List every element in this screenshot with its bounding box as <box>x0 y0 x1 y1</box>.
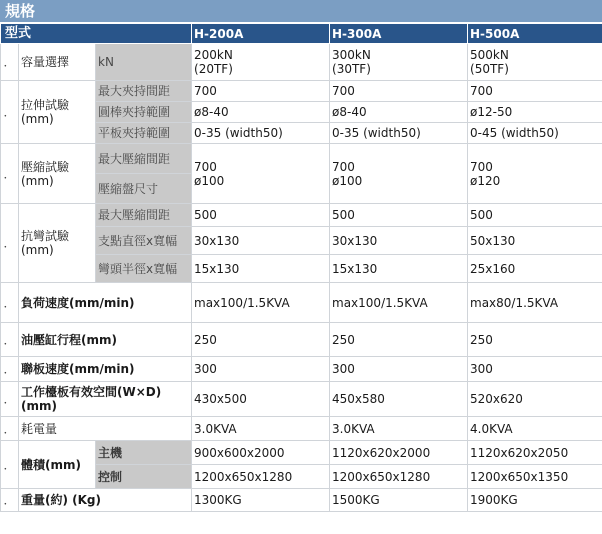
cell-value: 1500KG <box>330 489 468 512</box>
cell-value: 500 <box>330 204 468 227</box>
cell-value: 250 <box>468 323 602 357</box>
sub-label-compression-max-gap: 最大壓縮間距 <box>96 144 192 174</box>
cell-compression-h500a: 700 ø120 <box>468 144 602 204</box>
sub-label-tensile-max-gap: 最大夾持間距 <box>96 81 192 102</box>
row-bullet: ． <box>1 357 19 382</box>
row-bullet: ． <box>1 81 19 144</box>
row-bullet: ． <box>1 44 19 81</box>
sub-label-round-bar-range: 圓棒夾持範圍 <box>96 102 192 123</box>
cell-value: 1300KG <box>192 489 330 512</box>
table-row <box>1 283 602 323</box>
cell-capacity-h200a: 200kN (20TF) <box>192 44 330 81</box>
row-label-cylinder-stroke: 油壓缸行程(mm) <box>19 323 192 357</box>
cell-value: 1200x650x1350 <box>468 465 602 489</box>
table-row <box>1 204 602 227</box>
table-row <box>1 417 602 441</box>
cell-value: 430x500 <box>192 382 330 417</box>
cell-value: 15x130 <box>330 255 468 283</box>
table-row <box>1 441 602 465</box>
model-h500a: H-500A <box>468 24 602 44</box>
cell-value: 700 <box>330 81 468 102</box>
cell-value: 450x580 <box>330 382 468 417</box>
sub-label-main-unit: 主機 <box>96 441 192 465</box>
sub-label-support-diameter: 支點直徑x寬幅 <box>96 227 192 255</box>
table-row <box>1 323 602 357</box>
spec-table <box>0 23 602 512</box>
table-row <box>1 357 602 382</box>
cell-value: 0-35 (width50) <box>330 123 468 144</box>
cell-value: 1200x650x1280 <box>192 465 330 489</box>
cell-capacity-h500a: 500kN (50TF) <box>468 44 602 81</box>
cell-value: 1200x650x1280 <box>330 465 468 489</box>
cell-value: 700 <box>468 81 602 102</box>
table-row <box>1 144 602 174</box>
cell-value: 15x130 <box>192 255 330 283</box>
cell-value: 3.0KVA <box>330 417 468 441</box>
cell-value: 250 <box>192 323 330 357</box>
row-bullet: ． <box>1 382 19 417</box>
cell-value: 900x600x2000 <box>192 441 330 465</box>
table-row <box>1 489 602 512</box>
cell-value: 1120x620x2050 <box>468 441 602 465</box>
sub-label-platen-size: 壓縮盤尺寸 <box>96 174 192 204</box>
row-bullet: ． <box>1 323 19 357</box>
table-header-row <box>1 24 602 44</box>
cell-value: 500 <box>468 204 602 227</box>
row-label-work-space: 工作檯板有效空間(W×D) (mm) <box>19 382 192 417</box>
row-bullet: ． <box>1 417 19 441</box>
model-header: 型式 <box>1 24 192 44</box>
sub-label-flat-plate-range: 平板夾持範圍 <box>96 123 192 144</box>
table-row <box>1 44 602 81</box>
cell-value: 300 <box>330 357 468 382</box>
row-label-weight: 重量(約) (Kg) <box>19 489 192 512</box>
cell-value: 1900KG <box>468 489 602 512</box>
row-label-bending: 抗彎試驗 (mm) <box>19 204 96 283</box>
row-bullet: ． <box>1 489 19 512</box>
table-row <box>1 382 602 417</box>
row-bullet: ． <box>1 283 19 323</box>
row-label-volume: 體積(mm) <box>19 441 96 489</box>
sub-label-kn: kN <box>96 44 192 81</box>
cell-value: max80/1.5KVA <box>468 283 602 323</box>
row-label-load-speed: 負荷速度(mm/min) <box>19 283 192 323</box>
cell-value: 30x130 <box>192 227 330 255</box>
model-h200a: H-200A <box>192 24 330 44</box>
cell-compression-h200a: 700 ø100 <box>192 144 330 204</box>
cell-value: 700 <box>192 81 330 102</box>
row-label-capacity: 容量選擇 <box>19 44 96 81</box>
row-label-compression: 壓縮試驗 (mm) <box>19 144 96 204</box>
cell-value: 50x130 <box>468 227 602 255</box>
cell-value: ø8-40 <box>192 102 330 123</box>
table-row <box>1 81 602 102</box>
sub-label-bending-max-gap: 最大壓縮間距 <box>96 204 192 227</box>
cell-value: 4.0KVA <box>468 417 602 441</box>
row-bullet: ． <box>1 204 19 283</box>
row-label-tensile: 拉伸試驗 (mm) <box>19 81 96 144</box>
cell-value: 0-35 (width50) <box>192 123 330 144</box>
cell-value: 30x130 <box>330 227 468 255</box>
cell-value: 500 <box>192 204 330 227</box>
cell-compression-h300a: 700 ø100 <box>330 144 468 204</box>
cell-value: 0-45 (width50) <box>468 123 602 144</box>
cell-value: 1120x620x2000 <box>330 441 468 465</box>
page-title: 規格 <box>0 0 602 23</box>
sub-label-control-unit: 控制 <box>96 465 192 489</box>
cell-value: max100/1.5KVA <box>192 283 330 323</box>
cell-value: 250 <box>330 323 468 357</box>
cell-value: 520x620 <box>468 382 602 417</box>
row-bullet: ． <box>1 144 19 204</box>
cell-value: 25x160 <box>468 255 602 283</box>
cell-value: max100/1.5KVA <box>330 283 468 323</box>
cell-value: 3.0KVA <box>192 417 330 441</box>
cell-value: 300 <box>468 357 602 382</box>
cell-value: ø8-40 <box>330 102 468 123</box>
row-label-power: 耗電量 <box>19 417 192 441</box>
cell-capacity-h300a: 300kN (30TF) <box>330 44 468 81</box>
model-h300a: H-300A <box>330 24 468 44</box>
row-bullet: ． <box>1 441 19 489</box>
sub-label-bend-radius: 彎頭半徑x寬幅 <box>96 255 192 283</box>
cell-value: 300 <box>192 357 330 382</box>
row-label-plate-speed: 聯板速度(mm/min) <box>19 357 192 382</box>
cell-value: ø12-50 <box>468 102 602 123</box>
